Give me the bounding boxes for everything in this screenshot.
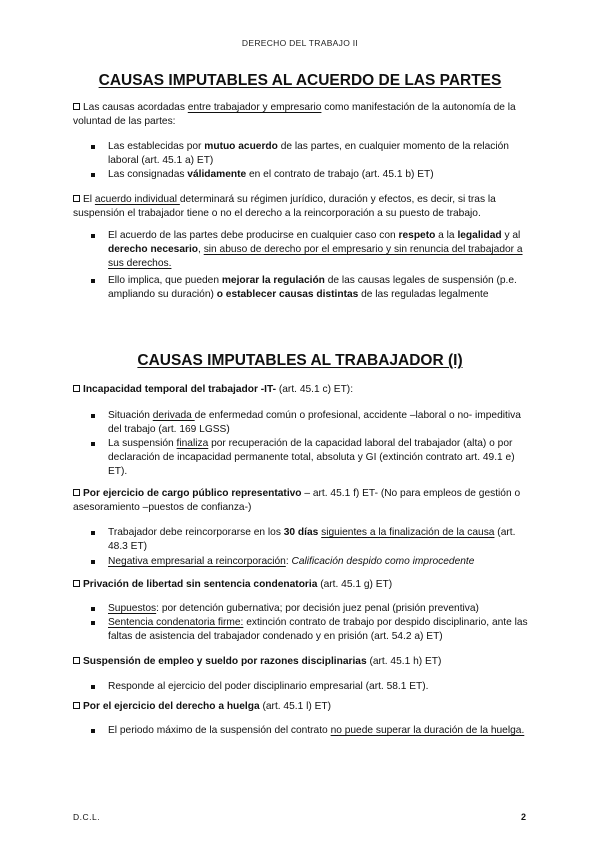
square-bullet-icon	[91, 729, 95, 733]
checkbox-bullet-icon	[73, 580, 80, 587]
running-header: DERECHO DEL TRABAJO II	[241, 38, 359, 48]
list-item: Las consignadas válidamente en el contrato de trabajo (art. 45.1 b) ET)	[108, 168, 528, 182]
square-bullet-icon	[91, 442, 95, 446]
list-item: Trabajador debe reincorporarse en los 30 días siguientes a la finalización de la causa (art. 48.3 ET)	[108, 526, 528, 554]
list-item: Ello implica, que pueden mejorar la regulación de las causas legales de suspensión (p.e. ampliando su duración) o establecer causas distintas de las reguladas legalmente	[108, 274, 528, 302]
checkbox-bullet-icon	[73, 489, 80, 496]
section-title-acuerdo: CAUSAS IMPUTABLES AL ACUERDO DE LAS PARTES	[98, 72, 502, 89]
square-bullet-icon	[91, 685, 95, 689]
footer-author: D.C.L.	[73, 812, 101, 822]
checkbox-bullet-icon	[73, 385, 80, 392]
list-item: Sentencia condenatoria firme: extinción contrato de trabajo por despido disciplinario, ante las faltas de asistencia del trabajador condenado y en prisión (art. 54.2 a) ET)	[108, 616, 528, 644]
checkbox-bullet-icon	[73, 103, 80, 110]
list-item: Las establecidas por mutuo acuerdo de las partes, en cualquier momento de la relación laboral (art. 45.1 a) ET)	[108, 140, 528, 168]
paragraph-acuerdo-individual: El acuerdo individual determinará su régimen jurídico, duración y efectos, es decir, si tras la suspensión el trabajador tiene o no el derecho a la reincorporación a su puesto de trabajo.	[73, 194, 496, 220]
checkbox-bullet-icon	[73, 702, 80, 709]
square-bullet-icon	[91, 621, 95, 625]
list-item: La suspensión finaliza por recuperación de la capacidad laboral del trabajador (alta) o por declaración de incapacidad permanente total, absoluta y GI (extinción contrato art. 49.1 e) ET).	[108, 437, 528, 480]
square-bullet-icon	[91, 414, 95, 418]
square-bullet-icon	[91, 279, 95, 283]
list-item: El periodo máximo de la suspensión del contrato no puede superar la duración de la huelga.	[108, 724, 528, 738]
paragraph-incapacidad-temporal: Incapacidad temporal del trabajador -IT- (art. 45.1 c) ET):	[73, 383, 529, 397]
list-item: El acuerdo de las partes debe producirse en cualquier caso con respeto a la legalidad y al derecho necesario, sin abuso de derecho por el empresario y sin renuncia del trabajador a sus derechos.	[108, 229, 528, 272]
paragraph-derecho-huelga: Por el ejercicio del derecho a huelga (art. 45.1 l) ET)	[73, 700, 529, 714]
square-bullet-icon	[91, 560, 95, 564]
list-item: Supuestos: por detención gubernativa; por decisión juez penal (prisión preventiva)	[108, 602, 528, 616]
paragraph-suspension-empleo: Suspensión de empleo y sueldo por razones disciplinarias (art. 45.1 h) ET)	[73, 655, 529, 669]
page-number: 2	[521, 812, 527, 822]
paragraph-privacion-libertad: Privación de libertad sin sentencia condenatoria (art. 45.1 g) ET)	[73, 578, 529, 592]
list-item: Responde al ejercicio del poder disciplinario empresarial (art. 58.1 ET).	[108, 680, 528, 694]
checkbox-bullet-icon	[73, 657, 80, 664]
square-bullet-icon	[91, 173, 95, 177]
checkbox-bullet-icon	[73, 195, 80, 202]
square-bullet-icon	[91, 607, 95, 611]
list-item: Situación derivada de enfermedad común o profesional, accidente –laboral o no- impeditiva del trabajo (art. 169 LGSS)	[108, 409, 528, 437]
section-title-trabajador: CAUSAS IMPUTABLES AL TRABAJADOR (I)	[137, 352, 463, 369]
square-bullet-icon	[91, 145, 95, 149]
paragraph-causas-acordadas: Las causas acordadas entre trabajador y empresario como manifestación de la autonomía de la voluntad de las partes:	[73, 102, 516, 128]
square-bullet-icon	[91, 234, 95, 238]
list-item: Negativa empresarial a reincorporación: Calificación despido como improcedente	[108, 555, 528, 569]
paragraph-cargo-publico: Por ejercicio de cargo público representativo – art. 45.1 f) ET- (No para empleos de gestión o asesoramiento –puestos de confianza-)	[73, 488, 521, 514]
square-bullet-icon	[91, 531, 95, 535]
